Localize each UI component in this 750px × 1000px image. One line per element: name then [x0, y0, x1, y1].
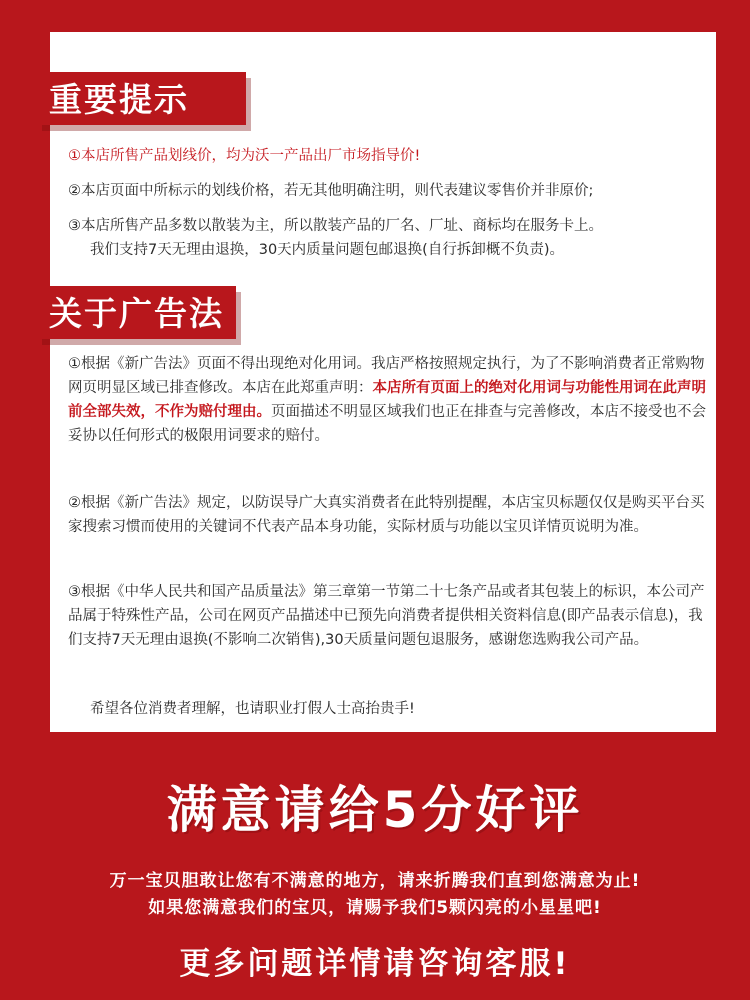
notice-item-3-line-2: 我们支持7天无理由退换，30天内质量问题包邮退换(自行拆卸概不负责)。 — [90, 242, 564, 258]
review-headline: 满意请给5分好评 — [166, 781, 584, 839]
notice-card — [50, 32, 716, 732]
review-line-1: 万一宝贝胆敢让您有不满意的地方，请来折腾我们直到您满意为止! — [109, 871, 641, 891]
notice-item-1: ①本店所售产品划线价，均为沃一产品出厂市场指导价! — [68, 148, 421, 164]
notice-item-3-line-1: ③本店所售产品多数以散装为主，所以散装产品的厂名、厂址、商标均在服务卡上。 — [68, 218, 603, 234]
review-line-2: 如果您满意我们的宝贝，请赐予我们5颗闪亮的小星星吧! — [148, 898, 602, 918]
notice-item-3 — [68, 214, 708, 262]
notice-title: 重要提示 — [37, 72, 246, 125]
ad-law-item-1 — [68, 352, 708, 448]
ad-law-item-2: ②根据《新广告法》规定，以防误导广大真实消费者在此特别提醒，本店宝贝标题仅仅是购买平台买家搜索习惯而使用的关键词不代表产品本身功能，实际材质与功能以宝贝详情页说明为准。 — [68, 495, 705, 535]
ad-law-item-1-text-b: 页面描述不明显区域我们也正在排查与完善修改，本店不接受也不会妥协以任何形式的极限用词要求的赔付。 — [68, 404, 706, 444]
ad-law-title: 关于广告法 — [37, 286, 236, 339]
ad-law-item-1-highlight: 本店所有页面上的绝对化用词与功能性用词在此声明前全部失效，不作为赔付理由。 — [68, 380, 706, 420]
customer-service-footer: 更多问题详情请咨询客服! — [179, 946, 571, 982]
ad-law-item-1-text-a: ①根据《新广告法》页面不得出现绝对化用词。我店严格按照规定执行，为了不影响消费者正常购物网页明显区域已排查修改。本店在此郑重声明： — [68, 356, 705, 396]
notice-item-2: ②本店页面中所标示的划线价格，若无其他明确注明，则代表建议零售价并非原价; — [68, 183, 594, 199]
ad-law-closing: 希望各位消费者理解，也请职业打假人士高抬贵手! — [90, 701, 415, 717]
ad-law-item-3: ③根据《中华人民共和国产品质量法》第三章第一节第二十七条产品或者其包装上的标识，本公司产品属于特殊性产品，公司在网页产品描述中已预先向消费者提供相关资料信息(即产品表示信息)，我们支持7天无理由退换(不影响二次销售),30天质量问题包退服务，感谢您选购我公司产品。 — [68, 584, 705, 648]
